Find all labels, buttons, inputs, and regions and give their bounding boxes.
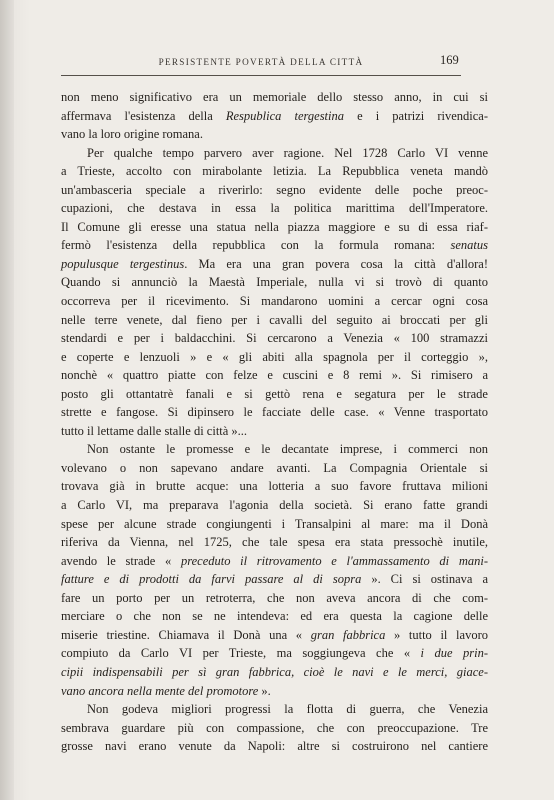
text-line — [61, 292, 488, 311]
text-run: miserie triestine. Chiamava il Donà una « — [61, 627, 311, 642]
text-line — [61, 552, 488, 571]
italic-text: vano ancora nella mente del promotore — [61, 683, 259, 698]
text-line — [61, 477, 488, 496]
text-line — [61, 403, 488, 422]
text-run: non meno significativo era un memoriale dello stesso anno, in cui si — [61, 90, 488, 104]
text-run: e coperte e lenzuoli » e « gli abiti alla spagnola per il corteggio », — [61, 349, 488, 364]
text-run: grosse navi erano venute da Napoli: altre si costruirono nel cantiere — [61, 739, 488, 754]
text-line — [61, 348, 488, 367]
text-line — [61, 515, 488, 534]
page-binding-edge — [0, 0, 14, 800]
text-line — [61, 737, 488, 756]
text-line — [61, 236, 488, 255]
text-line — [61, 644, 488, 663]
text-run: affermava l'esistenza della — [61, 108, 226, 123]
text-run: a Trieste, accolto con mirabolante letizia. La Repubblica veneta mandò — [61, 164, 488, 179]
text-run: ». Ci si ostinava a — [361, 572, 488, 587]
text-run: Il Comune gli eresse una statua nella piazza maggiore e su di essa riaf- — [61, 219, 488, 234]
text-run: . Ma era una gran povera cosa la città d'allora! — [184, 256, 489, 271]
text-line — [61, 181, 488, 200]
text-run: nelle terre venete, dal fieno per i cavalli del seguito ai broccati per gli — [61, 312, 488, 327]
text-run: ». — [258, 683, 271, 698]
text-line — [61, 700, 488, 719]
text-line — [61, 422, 488, 441]
text-line — [61, 144, 488, 163]
text-line — [61, 218, 488, 237]
text-run: un'ambasceria speciale a riverirlo: segno evidente delle poche preoc- — [61, 182, 488, 197]
text-line — [61, 626, 488, 645]
text-line — [61, 589, 488, 608]
text-line — [61, 366, 488, 385]
text-run: sembrava guardare più con compassione, che con preoccupazione. Tre — [61, 720, 488, 735]
text-line — [61, 329, 488, 348]
text-line — [61, 88, 488, 107]
text-run: trovava già in brutte acque: una lotteria a suo favore fruttava milioni — [61, 479, 488, 494]
italic-text: cipii indispensabili per sì gran fabbrica, cioè le navi e le merci, giace- — [61, 664, 488, 679]
text-run: volevano o non sapevano andare avanti. La Compagnia Orientale si — [61, 460, 488, 475]
body-text — [61, 88, 488, 756]
italic-text: Respublica tergestina — [225, 108, 345, 123]
text-line — [61, 199, 488, 218]
italic-text: senatus — [450, 238, 488, 253]
text-line — [61, 570, 488, 589]
italic-text: populusque tergestinus — [61, 256, 185, 271]
text-run: vano la loro origine romana. — [61, 127, 203, 142]
text-line — [61, 311, 488, 330]
text-run: fare un porto per un retroterra, che non aveva ancora di che com- — [61, 590, 488, 605]
text-run: posto gli ottantatrè fanali e si gettò rena e segatura per le strade — [61, 386, 488, 401]
text-run: Non godeva migliori progressi la flotta di guerra, che Venezia — [87, 702, 488, 717]
page-number: 169 — [440, 53, 459, 67]
text-line — [61, 162, 488, 181]
text-run: strette e fangose. Si dipinsero le facciate delle case. « Venne trasportato — [61, 405, 488, 420]
text-line — [61, 663, 488, 682]
running-head: PERSISTENTE POVERTÀ DELLA CITTÀ — [158, 57, 364, 67]
italic-text: gran fabbrica — [310, 627, 386, 642]
italic-text: fatture e di prodotti da farvi passare al di sopra — [61, 572, 362, 587]
text-run: a Carlo VI, ma preparava l'agonia della società. Si erano fatte grandi — [61, 498, 488, 513]
text-line — [61, 255, 488, 274]
text-run: cupazioni, che destava in essa la politica marittima dell'Imperatore. — [61, 201, 488, 216]
text-line — [61, 533, 488, 552]
text-line — [61, 459, 488, 478]
text-line — [61, 273, 488, 292]
text-run: fermò l'esistenza della repubblica con la formula romana: — [61, 238, 451, 253]
italic-text: preceduto il ritrovamento e l'ammassamento di mani- — [180, 553, 488, 568]
text-line — [61, 125, 488, 144]
text-run: tutto il lettame dalle stalle di città »... — [61, 423, 248, 438]
text-line — [61, 385, 488, 404]
text-run: e i patrizi rivendica- — [344, 108, 488, 123]
text-run: Per qualche tempo parvero aver ragione. Nel 1728 Carlo VI venne — [87, 145, 488, 160]
text-line — [61, 719, 488, 738]
text-run: compiuto da Carlo VI per Trieste, ma soggiungeva che « — [61, 646, 421, 661]
text-run: nonchè « quattro piatte con felze e cuscini e 8 remi ». Si rimisero a — [61, 368, 488, 383]
text-run: Non ostante le promesse e le decantate imprese, i commerci non — [87, 442, 488, 457]
italic-text: i due prin- — [420, 646, 488, 661]
text-run: Quando si annunciò la Maestà Imperiale, nulla vi si trovò di quanto — [61, 275, 488, 290]
text-run: merciare o che non se ne intendeva: ed era questa la cagione delle — [61, 609, 488, 624]
text-run: riferiva da Vienna, nel 1725, che tale spesa era stata pressochè inutile, — [61, 535, 488, 550]
text-run: » tutto il lavoro — [385, 627, 488, 642]
text-run: spese per alcune strade congiungenti i Transalpini al mare: ma il Donà — [61, 516, 488, 531]
text-line — [61, 682, 488, 701]
text-run: stendardi e per i baldacchini. Si cercarono a Venezia « 100 stramazzi — [61, 331, 488, 346]
header-rule — [61, 75, 461, 76]
text-line — [61, 607, 488, 626]
text-line — [61, 440, 488, 459]
text-line — [61, 496, 488, 515]
text-line — [61, 107, 488, 126]
text-run: avendo le strade « — [61, 553, 181, 568]
text-run: occorreva per il ricevimento. Si mandarono uomini a cercar ogni cosa — [61, 294, 488, 309]
